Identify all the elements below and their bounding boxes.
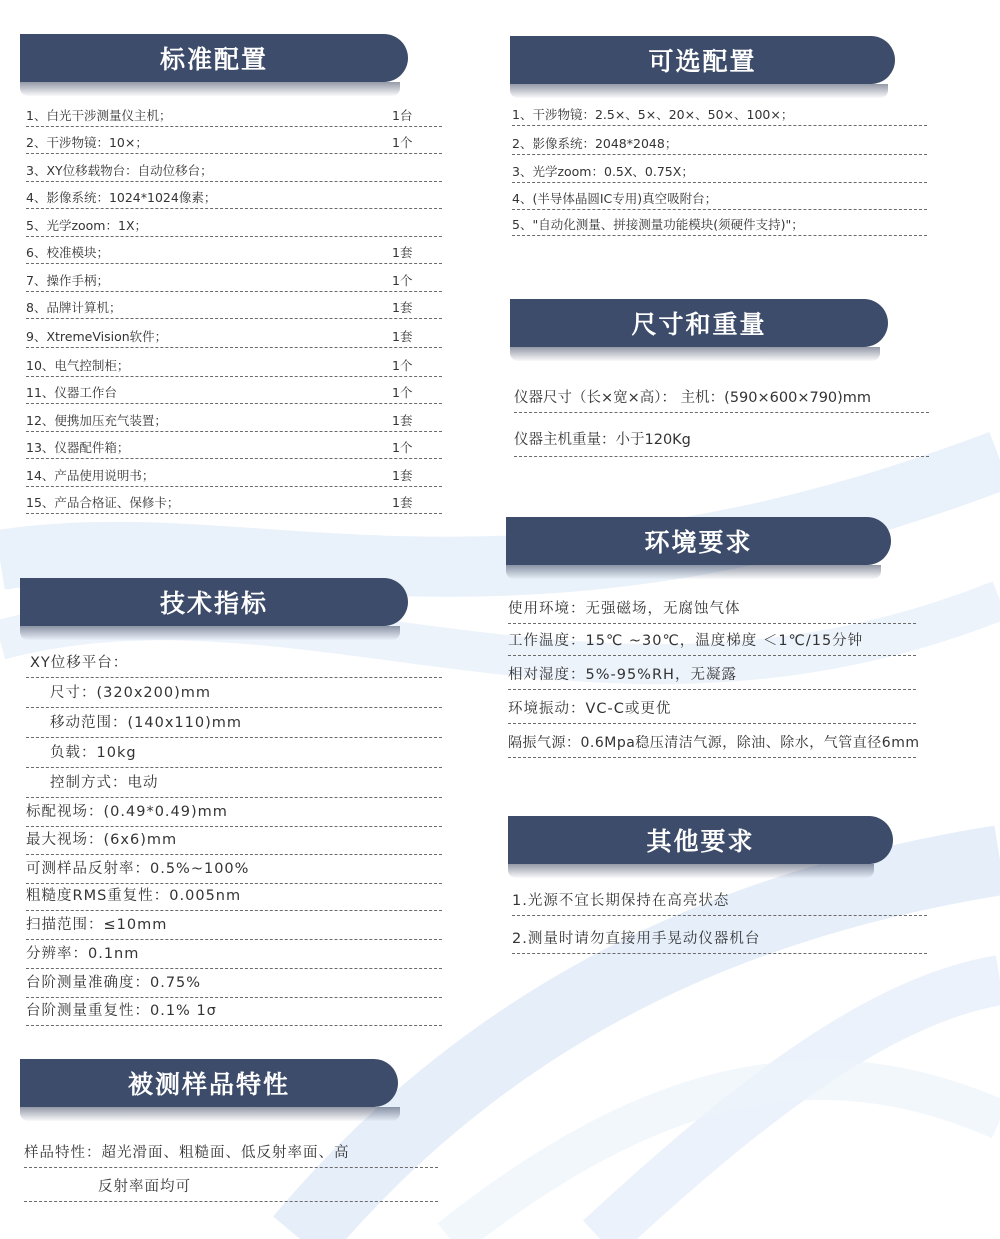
list-item: 粗糙度RMS重复性：0.005nm (26, 888, 442, 911)
list-item (26, 300, 442, 319)
list-item (26, 413, 442, 432)
list-item (26, 163, 442, 182)
list-item (26, 468, 442, 487)
item-text: 10、电气控制柜； (26, 358, 130, 373)
list-item: 相对湿度：5%-95%RH，无凝露 (508, 667, 916, 690)
list-item: 控制方式：电动 (26, 775, 442, 798)
list-item: 扫描范围：≤10mm (26, 917, 442, 940)
item-text: 6、校准模块； (26, 245, 109, 260)
list-item (26, 495, 442, 514)
banner-shadow (506, 565, 881, 579)
item-qty: 1个 (392, 358, 413, 373)
list-item (26, 135, 442, 154)
list-item: 样品特性：超光滑面、粗糙面、低反射率面、高 (24, 1145, 438, 1168)
sample-title: 被测样品特性 (20, 1059, 398, 1107)
size-weight-title: 尺寸和重量 (510, 299, 888, 347)
list-item (26, 358, 442, 377)
item-text: 3、XY位移载物台：自动位移台； (26, 163, 213, 178)
optional-config-title: 可选配置 (510, 36, 895, 84)
list-item: 1.光源不宜长期保持在高亮状态 (512, 893, 927, 916)
item-qty: 1个 (392, 385, 413, 400)
item-qty: 1套 (392, 495, 413, 510)
list-item: 工作温度：15℃ ~30℃，温度梯度 ＜1℃/15分钟 (508, 633, 916, 656)
item-text: 7、操作手柄； (26, 273, 109, 288)
list-item: 分辨率：0.1nm (26, 946, 442, 969)
list-item (26, 385, 442, 404)
item-qty: 1套 (392, 413, 413, 428)
list-item: 隔振气源：0.6Mpa稳压清洁气源，除油、除水，气管直径6mm (508, 735, 916, 758)
list-item: 仪器主机重量：小于120Kg (514, 432, 929, 457)
banner-shadow (20, 1107, 400, 1121)
banner-shadow (508, 864, 874, 878)
list-item (26, 245, 442, 264)
tech-specs-section (0, 570, 460, 1035)
item-text: 4、影像系统：1024*1024像素； (26, 190, 217, 205)
sample-section (0, 1050, 460, 1210)
item-qty: 1台 (392, 108, 413, 123)
item-text: 12、便携加压充气装置； (26, 413, 167, 428)
list-item: 反射率面均可 (24, 1179, 438, 1202)
other-title: 其他要求 (508, 816, 893, 864)
list-item: 5、"自动化测量、拼接测量功能模块(须硬件支持)"； (512, 217, 927, 236)
banner-shadow (20, 626, 400, 640)
item-qty: 1套 (392, 468, 413, 483)
item-qty: 1套 (392, 300, 413, 315)
item-text: 1、白光干涉测量仪主机； (26, 108, 172, 123)
item-text: 11、仪器工作台 (26, 385, 117, 400)
item-qty: 1套 (392, 329, 413, 344)
list-item: 1、干涉物镜：2.5×、5×、20×、50×、100×； (512, 107, 927, 126)
environment-title: 环境要求 (506, 517, 891, 565)
list-item: 标配视场：(0.49*0.49)mm (26, 804, 442, 827)
item-text: 13、仪器配件箱； (26, 440, 130, 455)
list-item: 3、光学zoom：0.5X、0.75X； (512, 164, 927, 183)
size-weight-section (500, 290, 1000, 470)
list-item: 台阶测量重复性：0.1% 1σ (26, 1003, 442, 1026)
tech-specs-title: 技术指标 (20, 578, 408, 626)
list-item: XY位移平台： (26, 655, 442, 678)
list-item: 使用环境：无强磁场，无腐蚀气体 (508, 601, 916, 624)
standard-config-section (0, 0, 460, 530)
item-text: 9、XtremeVision软件； (26, 329, 168, 344)
item-qty: 1个 (392, 273, 413, 288)
list-item (26, 273, 442, 292)
list-item: 移动范围：(140x110)mm (26, 715, 442, 738)
item-qty: 1套 (392, 245, 413, 260)
list-item: 4、(半导体晶圆IC专用)真空吸附台； (512, 191, 927, 210)
list-item (26, 329, 442, 348)
list-item: 负载：10kg (26, 745, 442, 768)
standard-config-title: 标准配置 (20, 34, 408, 82)
item-text: 15、产品合格证、保修卡； (26, 495, 180, 510)
list-item: 尺寸：(320x200)mm (26, 685, 442, 708)
other-section (500, 805, 1000, 965)
list-item (26, 440, 442, 459)
list-item: 环境振动：VC-C或更优 (508, 701, 916, 724)
item-text: 5、光学zoom：1X； (26, 218, 148, 233)
item-text: 2、干涉物镜：10×； (26, 135, 148, 150)
banner-shadow (510, 347, 880, 361)
list-item (26, 190, 442, 209)
list-item: 2、影像系统：2048*2048； (512, 136, 927, 155)
environment-section (500, 505, 1000, 775)
list-item: 可测样品反射率：0.5%~100% (26, 861, 442, 884)
optional-config-section (500, 0, 1000, 260)
item-text: 8、品牌计算机； (26, 300, 122, 315)
item-text: 14、产品使用说明书； (26, 468, 155, 483)
list-item: 仪器尺寸（长×宽×高）： 主机：(590×600×790)mm (514, 390, 929, 413)
list-item (26, 218, 442, 237)
banner-shadow (510, 84, 888, 98)
list-item: 台阶测量准确度：0.75% (26, 975, 442, 998)
list-item: 最大视场：(6x6)mm (26, 832, 442, 855)
banner-shadow (20, 82, 400, 96)
list-item: 2.测量时请勿直接用手晃动仪器机台 (512, 931, 927, 954)
list-item (26, 108, 442, 127)
item-qty: 1个 (392, 135, 413, 150)
item-qty: 1个 (392, 440, 413, 455)
